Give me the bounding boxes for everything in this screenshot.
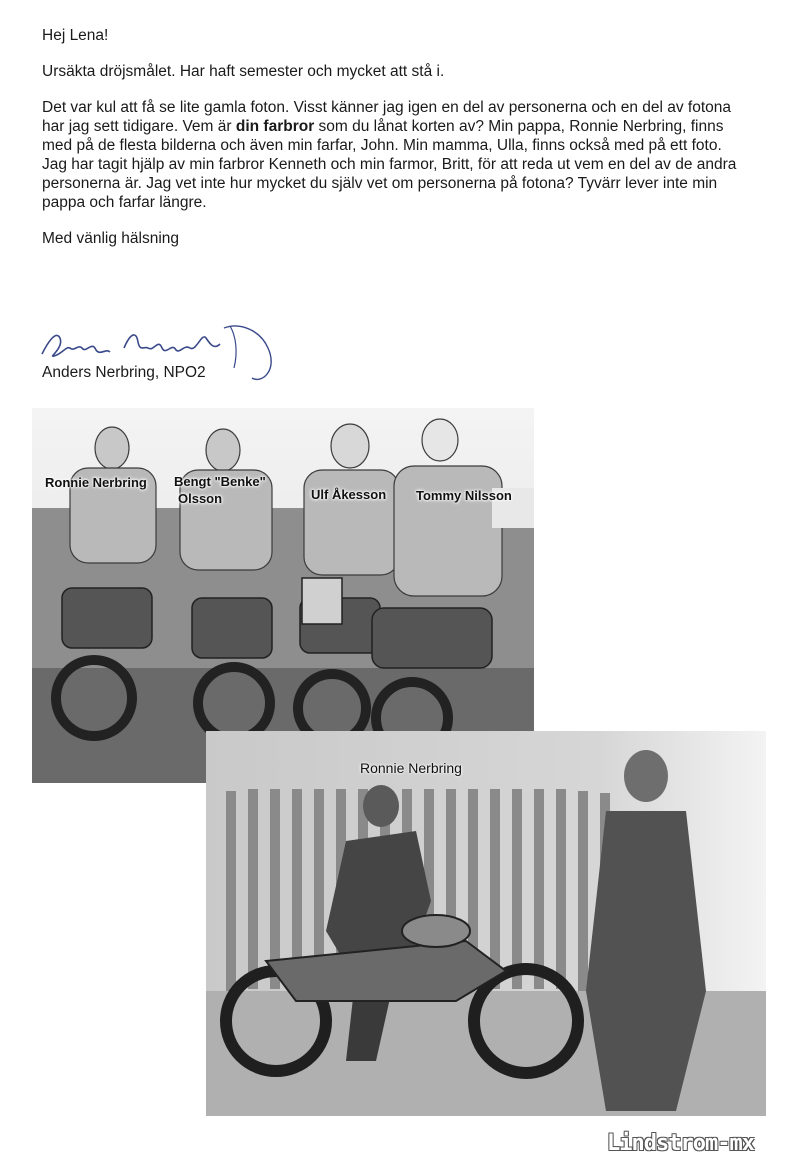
watermark: Lindstrom-mx (607, 1131, 754, 1156)
letter-body (42, 26, 742, 265)
paragraph-1: Ursäkta dröjsmålet. Har haft semester och mycket att stå i. (42, 63, 445, 80)
closing: Med vänlig hälsning (42, 230, 180, 247)
label-bengt-benke: Bengt "Benke" (174, 474, 266, 489)
rider-photo-image (206, 731, 766, 1116)
group-photo-image (32, 408, 534, 783)
signer-name: Anders Nerbring, NPO2 (42, 364, 206, 381)
group-photo (32, 408, 534, 783)
paragraph-2 (42, 98, 742, 212)
label-tommy-nilsson: Tommy Nilsson (416, 488, 512, 503)
label-ronnie-nerbring-rider: Ronnie Nerbring (360, 760, 462, 776)
label-olsson: Olsson (178, 491, 223, 506)
paragraph-2-end: som du lånat korten av? Min pappa, Ronnie Nerbring, finns med på de flesta bilderna och även min farfar, John. Min mamma, Ulla, finns också med på ett foto. Jag har tagit hjälp av min farbror Kenneth och min farmor, Britt, för att reda ut vem en del av de andra personerna är. Jag vet inte hur mycket du själv vet om personerna på fotona? Tyvärr lever inte min pappa och farfar längre. (42, 118, 737, 211)
paragraph-2-start: Det var kul att få se lite gamla foton. Visst känner jag igen en del av personerna och en del av fotona har jag sett tidigare. Vem är (42, 99, 732, 135)
label-ronnie-nerbring: Ronnie Nerbring (45, 475, 147, 490)
greeting: Hej Lena! (42, 27, 109, 44)
rider-photo (206, 731, 766, 1116)
bold-phrase: din farbror (235, 118, 315, 135)
label-ulf-akesson: Ulf Åkesson (311, 487, 387, 502)
